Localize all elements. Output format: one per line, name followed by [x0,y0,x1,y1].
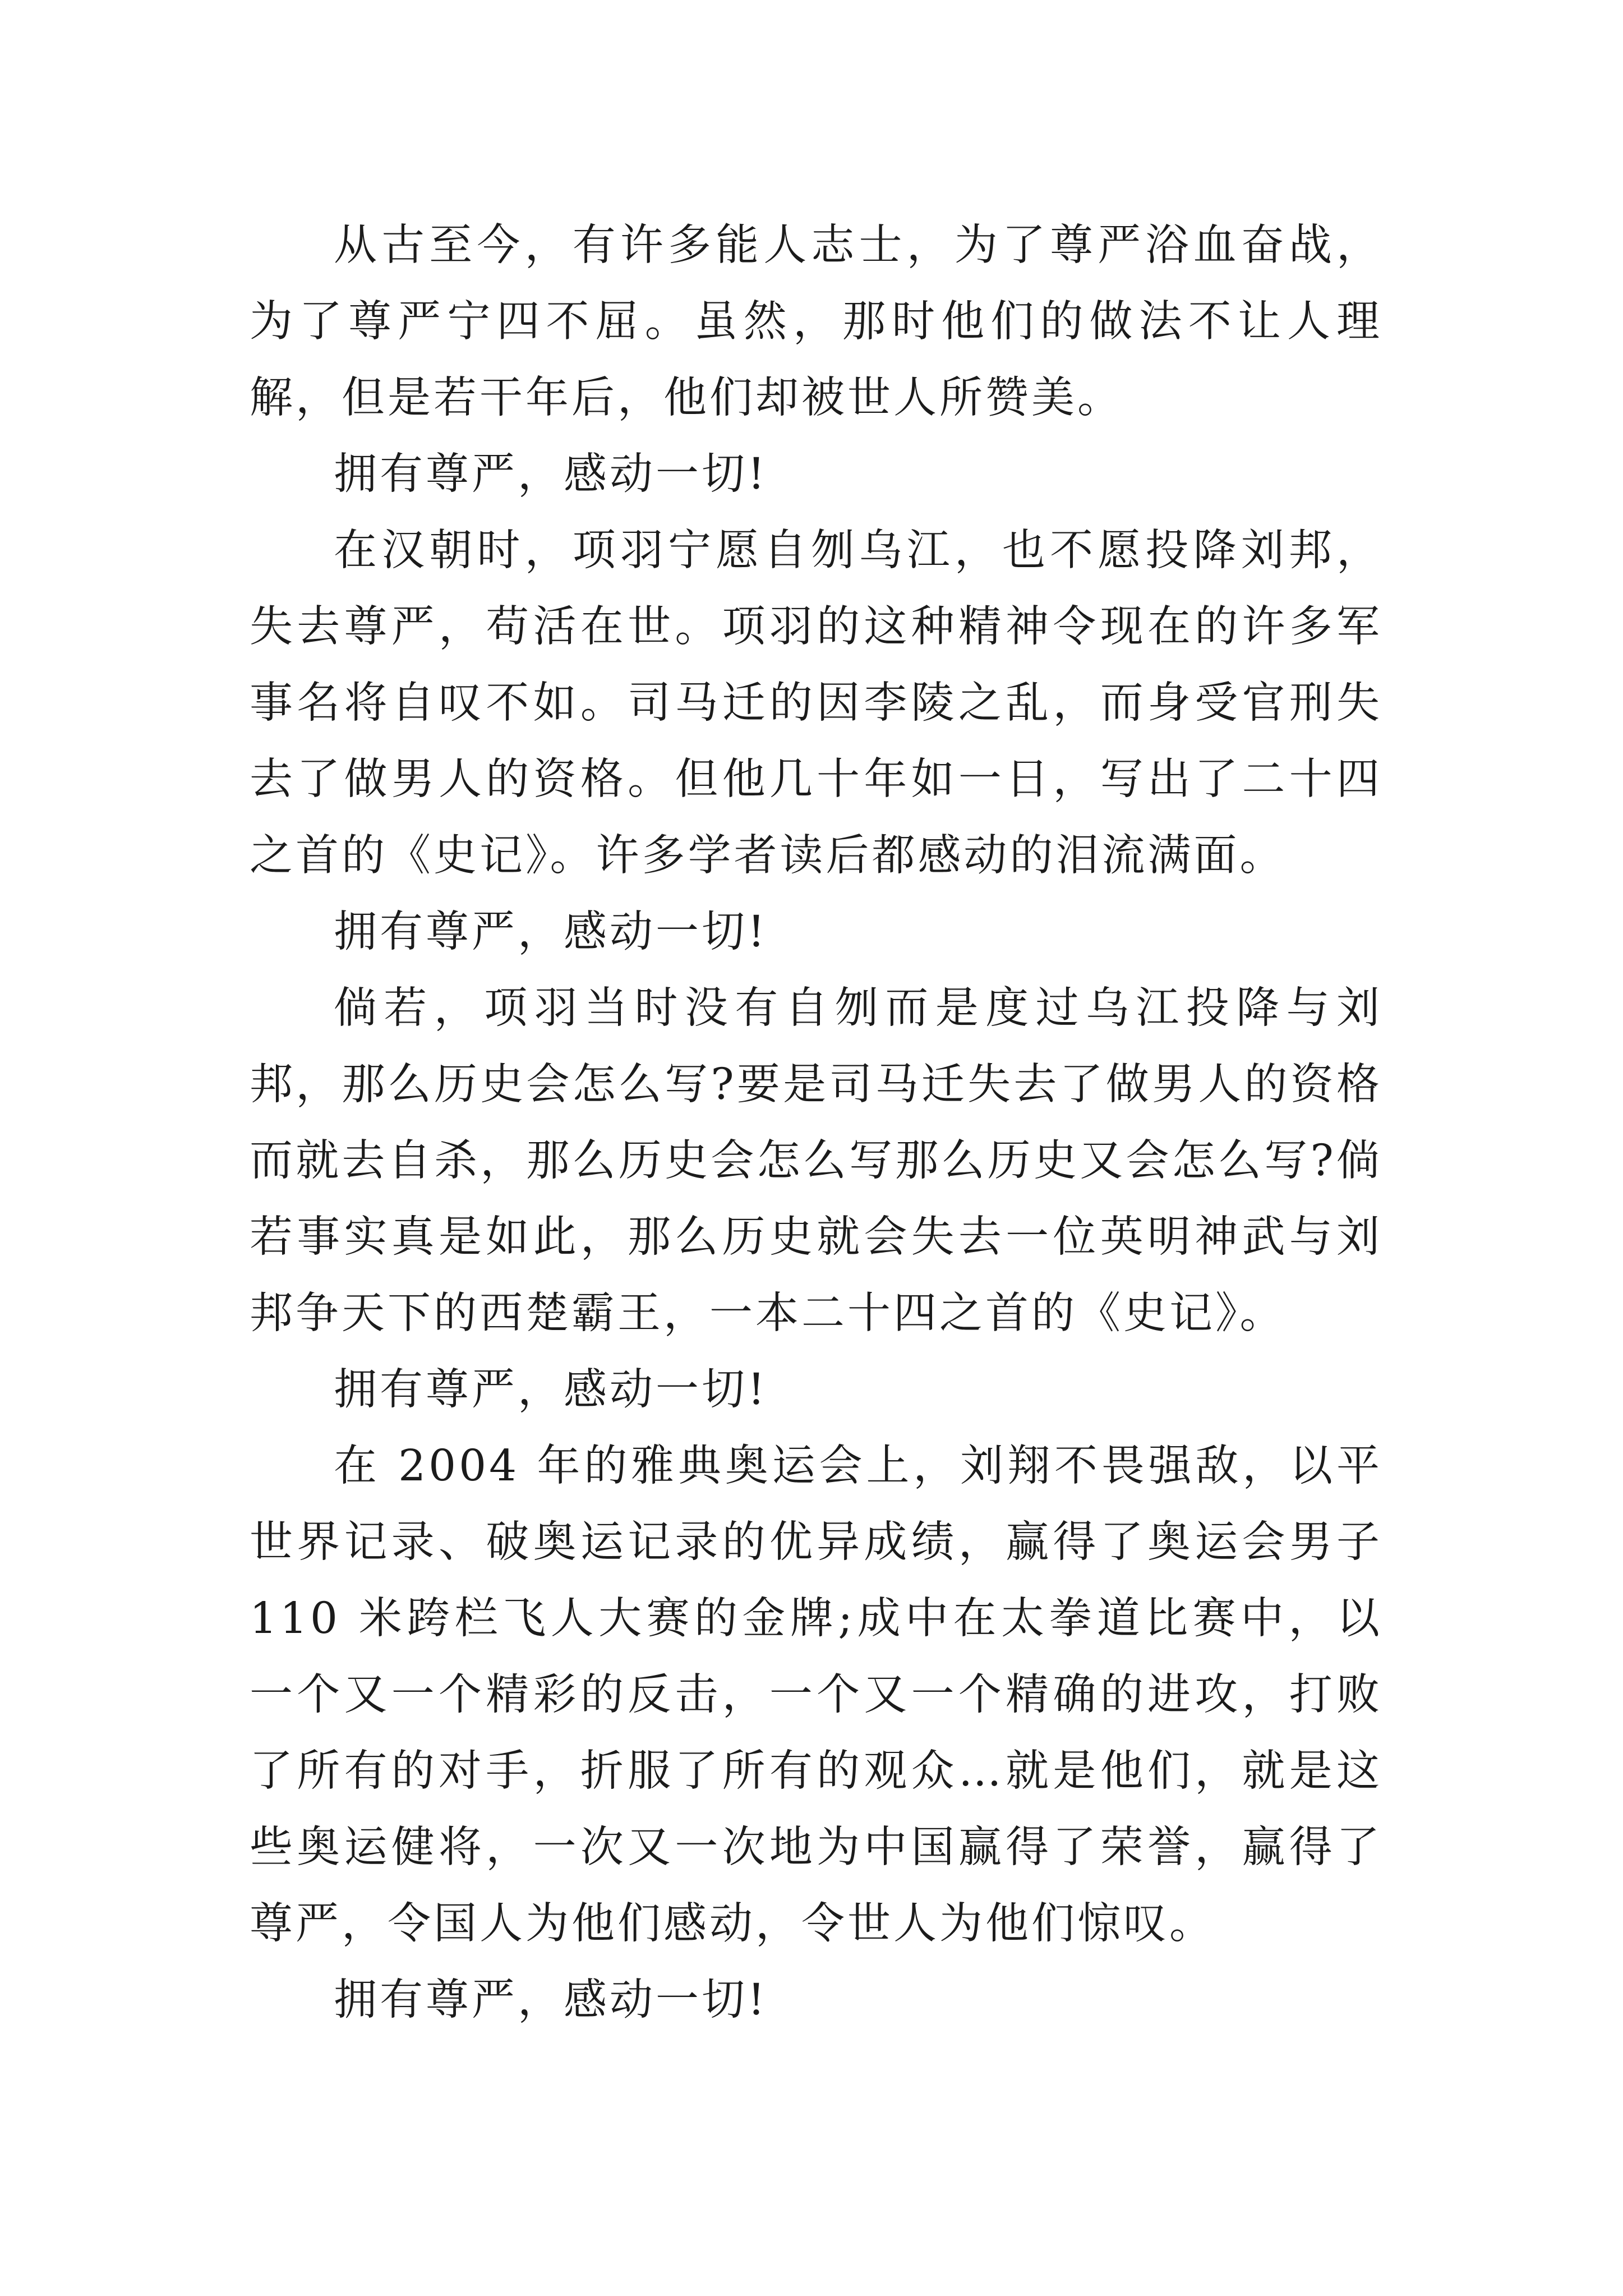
refrain-line: 拥有尊严，感动一切! [334,907,768,957]
paragraph-intro: 从古至今，有许多能人志士，为了尊严浴血奋战，为了尊严宁四不屈。虽然，那时他们的做法不让人理解，但是若干年后，他们却被世人所赞美。 [250,220,1382,423]
refrain-line: 拥有尊严，感动一切! [334,1365,768,1415]
refrain-line: 拥有尊严，感动一切! [334,1975,768,2025]
document-body [250,208,1382,2039]
paragraph-olympics: 在 2004 年的雅典奥运会上，刘翔不畏强敌，以平世界记录、破奥运记录的优异成绩，赢得了奥运会男子 110 米跨栏飞人大赛的金牌;成中在太拳道比赛中，以一个又一个精彩的反击，一个又一个精确的进攻，打败了所有的对手，折服了所有的观众…就是他们，就是这些奥运健将，一次又一次地为中国赢得了荣誉，赢得了尊严，令国人为他们感动，令世人为他们惊叹。 [250,1441,1382,1949]
paragraph-han-dynasty: 在汉朝时，项羽宁愿自刎乌江，也不愿投降刘邦，失去尊严，苟活在世。项羽的这种精神令现在的许多军事名将自叹不如。司马迁的因李陵之乱，而身受官刑失去了做男人的资格。但他几十年如一日，写出了二十四之首的《史记》。许多学者读后都感动的泪流满面。 [250,526,1382,881]
refrain-line: 拥有尊严，感动一切! [334,449,768,499]
paragraph-hypothesis: 倘若，项羽当时没有自刎而是度过乌江投降与刘邦，那么历史会怎么写?要是司马迁失去了做男人的资格而就去自杀，那么历史会怎么写那么历史又会怎么写?倘若事实真是如此，那么历史就会失去一位英明神武与刘邦争天下的西楚霸王，一本二十四之首的《史记》。 [250,983,1382,1338]
